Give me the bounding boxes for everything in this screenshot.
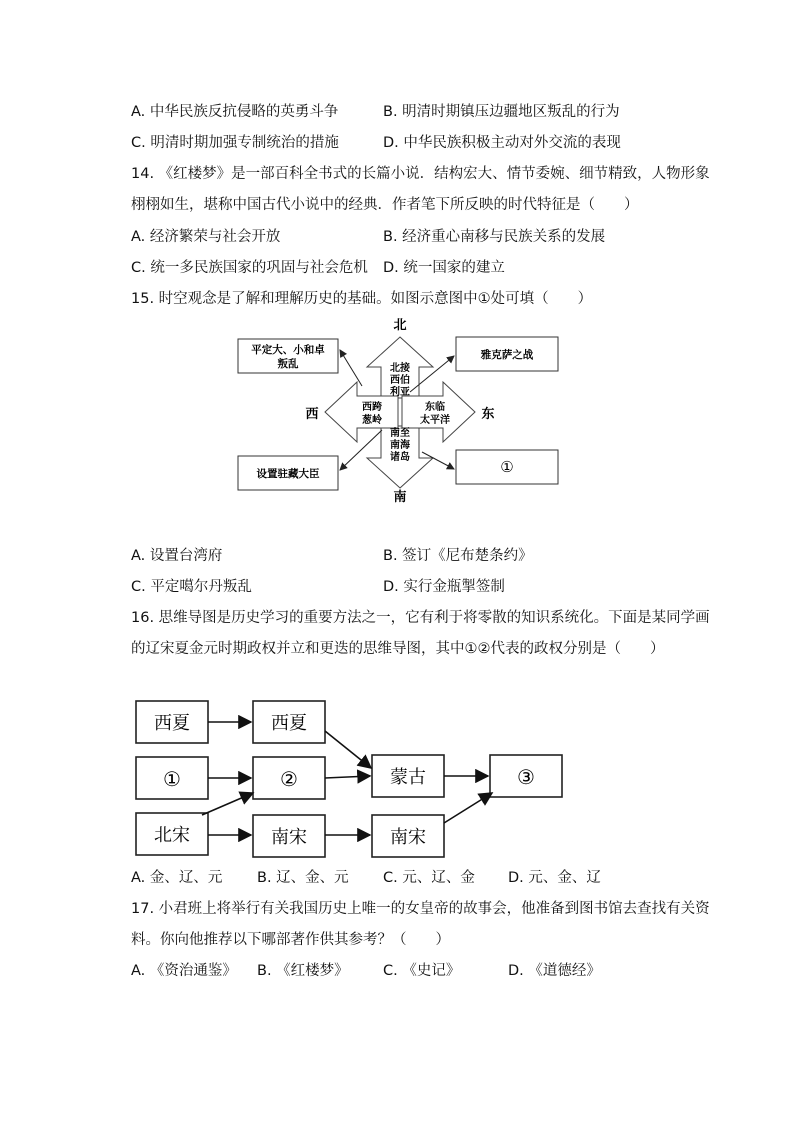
arrow-circle2-to-menggu: [325, 776, 370, 778]
arrow-west-text-1: 西跨: [362, 402, 382, 413]
direction-south: 南: [393, 490, 407, 505]
q14-option-a: A. 经济繁荣与社会开放: [131, 229, 281, 245]
box-circle-3-text: ③: [517, 765, 535, 789]
q16-option-b: B. 辽、金、元: [257, 870, 349, 886]
direction-west: 西: [305, 407, 319, 422]
q15-option-d: D. 实行金瓶掣签制: [383, 579, 505, 595]
q16-option-a: A. 金、辽、元: [131, 870, 223, 886]
arrow-east-text-2: 太平洋: [420, 415, 450, 426]
q16-option-d: D. 元、金、辽: [508, 870, 601, 886]
box-northwest-text-1: 平定大、小和卓: [251, 344, 325, 356]
q15-stem: 15. 时空观念是了解和理解历史的基础。如图示意图中①处可填（ ）: [131, 291, 593, 307]
q16-mind-map: [128, 695, 588, 861]
q14-option-d: D. 统一国家的建立: [383, 260, 505, 276]
q17-option-d: D. 《道德经》: [508, 963, 601, 979]
box-menggu-text: 蒙古: [390, 767, 426, 788]
box-northeast-text: 雅克萨之战: [480, 349, 534, 361]
q15-option-b: B. 签订《尼布楚条约》: [383, 548, 533, 564]
box-beisong-text: 北宋: [154, 825, 190, 846]
q17-stem-line1: 17. 小君班上将举行有关我国历史上唯一的女皇帝的故事会，他准备到图书馆去查找有关资: [131, 901, 710, 917]
q16-option-c: C. 元、辽、金: [383, 870, 475, 886]
q13-option-a: A. 中华民族反抗侵略的英勇斗争: [131, 104, 339, 120]
arrow-nansong-to-circle3: [444, 793, 492, 823]
box-xixia-2-text: 西夏: [271, 713, 307, 734]
q17-option-a: A. 《资治通鉴》: [131, 963, 237, 979]
q17-stem-line2: 料。你向他推荐以下哪部著作供其参考？（ ）: [131, 932, 450, 948]
arrow-south-text-1: 南至: [390, 428, 410, 439]
connector-nw: [340, 350, 362, 386]
q14-option-b: B. 经济重心南移与民族关系的发展: [383, 229, 606, 245]
box-nansong-2-text: 南宋: [390, 827, 426, 848]
q16-stem-line1: 16. 思维导图是历史学习的重要方法之一，它有利于将零散的知识系统化。下面是某同学画: [131, 610, 710, 626]
arrow-north-text-3: 利亚: [390, 387, 410, 398]
arrow-north-text-2: 西伯: [390, 375, 410, 386]
q13-option-d: D. 中华民族积极主动对外交流的表现: [383, 135, 621, 151]
box-xixia-1-text: 西夏: [154, 713, 190, 734]
arrow-xixia-to-menggu: [325, 731, 371, 768]
q13-option-b: B. 明清时期镇压边疆地区叛乱的行为: [383, 104, 620, 120]
box-southwest-text: 设置驻藏大臣: [256, 468, 320, 480]
q15-option-c: C. 平定噶尔丹叛乱: [131, 579, 252, 595]
box-circle-1-text: ①: [163, 767, 181, 791]
q17-option-b: B. 《红楼梦》: [257, 963, 349, 979]
q15-territory-diagram: [232, 312, 568, 508]
arrow-north-text-1: 北接: [390, 363, 410, 374]
arrow-west-text-2: 葱岭: [362, 415, 382, 426]
q13-option-c: C. 明清时期加强专制统治的措施: [131, 135, 339, 151]
q14-stem-line1: 14. 《红楼梦》是一部百科全书式的长篇小说．结构宏大、情节委婉、细节精致，人物形象: [131, 166, 710, 182]
box-circle-2-text: ②: [280, 767, 298, 791]
arrow-beisong-to-circle2: [202, 793, 253, 815]
q14-option-c: C. 统一多民族国家的巩固与社会危机: [131, 260, 368, 276]
arrow-south-text-2: 南海: [390, 440, 410, 451]
box-nansong-1-text: 南宋: [271, 827, 307, 848]
arrow-east-text-1: 东临: [425, 402, 445, 413]
direction-east: 东: [481, 407, 495, 422]
q15-option-a: A. 设置台湾府: [131, 548, 223, 564]
q17-option-c: C. 《史记》: [383, 963, 461, 979]
box-northwest-text-2: 叛乱: [277, 358, 299, 370]
q16-stem-line2: 的辽宋夏金元时期政权并立和更迭的思维导图，其中①②代表的政权分别是（ ）: [131, 641, 665, 657]
box-southeast-text: ①: [500, 458, 514, 476]
arrow-south-text-3: 诸岛: [390, 452, 410, 463]
direction-north: 北: [393, 318, 407, 333]
q14-stem-line2: 栩栩如生，堪称中国古代小说中的经典．作者笔下所反映的时代特征是（ ）: [131, 197, 639, 213]
